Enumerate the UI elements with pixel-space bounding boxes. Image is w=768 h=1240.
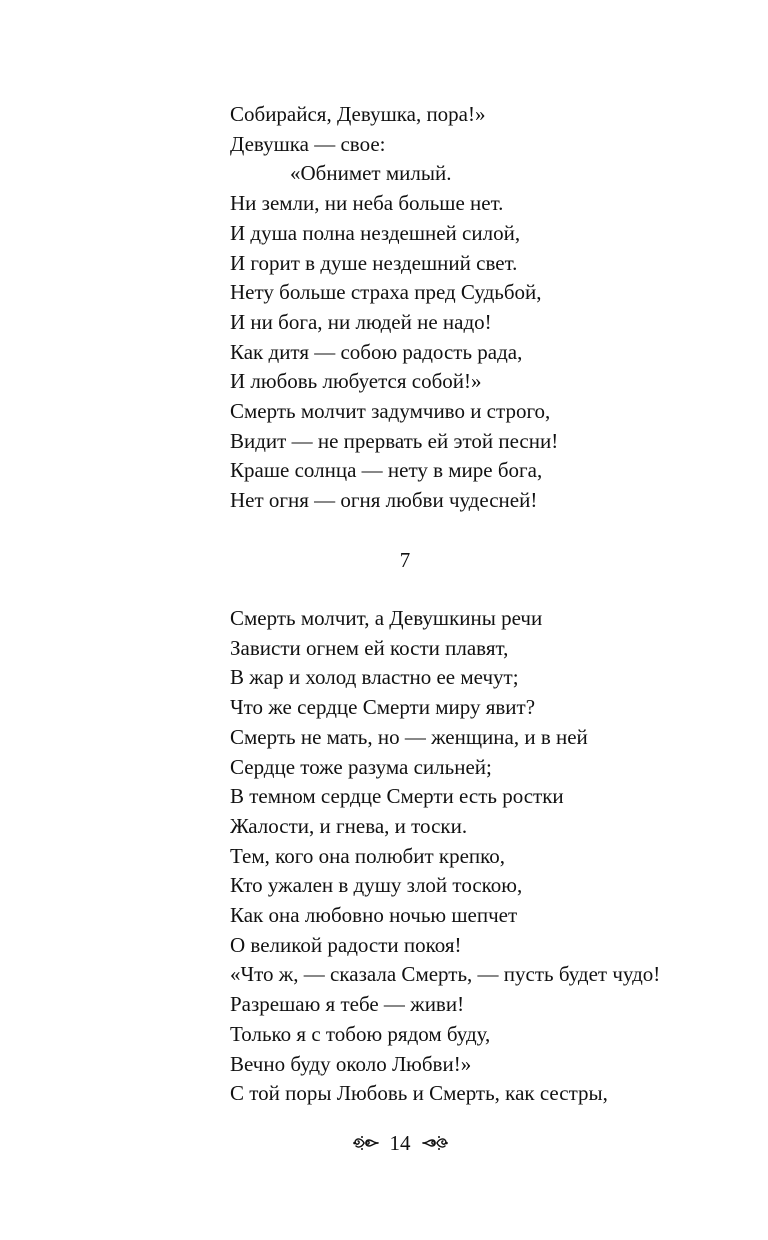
poem-line: Вечно буду около Любви!» [230,1051,472,1076]
poem-line: В жар и холод властно ее мечут; [230,665,519,690]
poem-line: И ни бога, ни людей не надо! [230,309,492,334]
poem-line: И душа полна нездешней силой, [230,220,521,245]
poem-line-indented: «Обнимет милый. [290,161,452,186]
page-footer [0,1128,768,1158]
poem-line: И любовь любуется собой!» [230,369,482,394]
poem-line: Девушка — свое: [230,131,386,156]
poem-line: О великой радости покоя! [230,932,462,957]
poem-line: «Что ж, — сказала Смерть, — пусть будет чудо! [230,962,661,987]
poem-line: Ни земли, ни неба больше нет. [230,191,504,216]
poem-line: Жалости, и гнева, и тоски. [230,813,468,838]
poem-line: Как дитя — собою радость рада, [230,339,523,364]
poem-line: Как она любовно ночью шепчет [230,903,518,928]
poem-line: Краше солнца — нету в мире бога, [230,458,543,483]
floral-ornament-right-icon [421,1133,449,1153]
poem-line: Смерть молчит, а Девушкины речи [230,606,543,630]
poem-stanza-2 [230,604,730,1109]
poem-line: Разрешаю я тебе — живи! [230,992,465,1017]
poem-line: Только я с тобою рядом буду, [230,1021,491,1046]
poem-stanza-1 [230,100,730,516]
section-number: 7 [399,548,411,572]
poem-line: Нету больше страха пред Судьбой, [230,280,542,305]
poem-line: Собирайся, Девушка, пора!» [230,102,486,126]
poem-line: Нет огня — огня любви чудесней! [230,488,538,513]
poem-line: Что же сердце Смерти миру явит? [230,695,536,720]
poem-line: Смерть молчит задумчиво и строго, [230,399,551,424]
poem-line: С той поры Любовь и Смерть, как сестры, [230,1081,608,1106]
page-number: 14 [389,1131,411,1155]
floral-ornament-left-icon [352,1133,380,1153]
poem-line: В темном сердце Смерти есть ростки [230,784,564,809]
poem-line: Видит — не прервать ей этой песни! [230,428,559,453]
poem-line: Зависти огнем ей кости плавят, [230,635,509,660]
poem-line: И горит в душе нездешний свет. [230,250,518,275]
poem-line: Смерть не мать, но — женщина, и в ней [230,724,588,749]
poem-line: Кто ужален в душу злой тоскою, [230,873,523,898]
poem-line: Тем, кого она полюбит крепко, [230,843,506,868]
poem-line: Сердце тоже разума сильней; [230,754,492,779]
